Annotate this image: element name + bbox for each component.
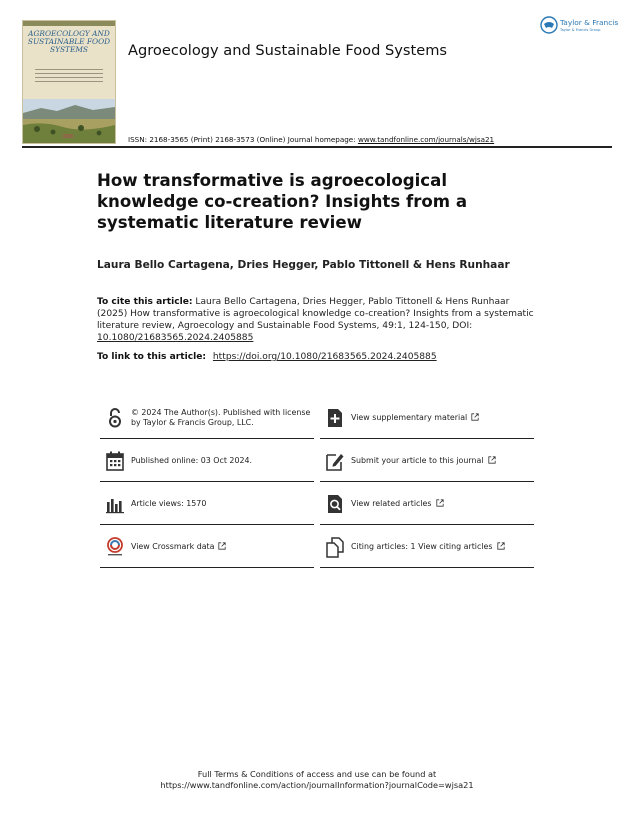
info-related-articles[interactable] [320, 483, 534, 525]
journal-homepage-link[interactable]: www.tandfonline.com/journals/wjsa21 [357, 135, 495, 144]
citation-block [97, 296, 537, 344]
journal-cover [22, 20, 116, 144]
submit-article-link[interactable]: Submit your article to this journal [351, 456, 531, 466]
footer-terms-text: Full Terms & Conditions of access and use can be found at [197, 769, 437, 779]
related-articles-link[interactable]: View related articles [351, 499, 531, 509]
article-title: How transformative is agroecological knowledge co-creation? Insights from a systematic literature review [97, 171, 468, 232]
publisher-logo-text: Taylor & Francis [560, 18, 619, 27]
magnifier-icon [325, 493, 345, 515]
issn-line [128, 135, 494, 144]
citing-icon [325, 536, 345, 558]
article-link-block [97, 352, 437, 362]
published-online-text: Published online: 03 Oct 2024. [131, 456, 253, 465]
journal-title: Agroecology and Sustainable Food Systems [128, 42, 448, 59]
supplementary-link[interactable]: View supplementary material [351, 413, 531, 423]
publisher-logo-subtext: Taylor & Francis Group [560, 28, 601, 32]
cite-doi-link[interactable]: 10.1080/21683565.2024.2405885 [97, 333, 254, 343]
footer [0, 769, 634, 791]
info-submit-article[interactable] [320, 440, 534, 482]
info-article-views [100, 483, 314, 525]
info-citing-articles[interactable] [320, 526, 534, 568]
publisher-logo-icon [540, 16, 558, 34]
external-link-icon [471, 413, 479, 421]
calendar-icon [105, 450, 125, 472]
cite-label: To cite this article: [97, 297, 193, 307]
supplementary-icon [325, 407, 345, 429]
publisher-logo [540, 16, 620, 38]
info-license [100, 397, 314, 439]
article-doi-link[interactable]: https://doi.org/10.1080/21683565.2024.2405885 [212, 352, 437, 362]
bar-chart-icon [105, 493, 125, 515]
crossmark-link[interactable]: View Crossmark data [131, 542, 311, 552]
header-divider [22, 146, 612, 148]
cite-text: Laura Bello Cartagena, Dries Hegger, Pablo Tittonell & Hens Runhaar (2025) How transformative is agroecological knowledge co-creation? Insights from a systematic literature review, Agroecology and Sustainable Food Systems, 49:1, 124-150, DOI: [97, 297, 534, 331]
external-link-icon [436, 499, 444, 507]
pencil-icon [325, 450, 345, 472]
info-supplementary[interactable] [320, 397, 534, 439]
cover-photo [23, 99, 115, 143]
crossmark-icon [105, 536, 125, 558]
external-link-icon [218, 542, 226, 550]
open-access-icon [105, 407, 125, 429]
external-link-icon [488, 456, 496, 464]
article-views-text: Article views: 1570 [131, 499, 207, 508]
info-published-online [100, 440, 314, 482]
info-crossmark[interactable] [100, 526, 314, 568]
citing-articles-link[interactable]: Citing articles: 1 View citing articles [351, 542, 531, 552]
license-text: © 2024 The Author(s). Published with license by Taylor & Francis Group, LLC. [131, 408, 311, 427]
article-authors: Laura Bello Cartagena, Dries Hegger, Pablo Tittonell & Hens Runhaar [97, 259, 510, 271]
issn-text: ISSN: 2168-3565 (Print) 2168-3573 (Online) Journal homepage: [128, 135, 356, 144]
link-label: To link to this article: [97, 352, 207, 362]
external-link-icon [497, 542, 505, 550]
footer-terms-link[interactable]: https://www.tandfonline.com/action/journalInformation?journalCode=wjsa21 [160, 780, 474, 790]
cover-title: AGROECOLOGY AND SUSTAINABLE FOOD SYSTEMS [27, 29, 111, 54]
